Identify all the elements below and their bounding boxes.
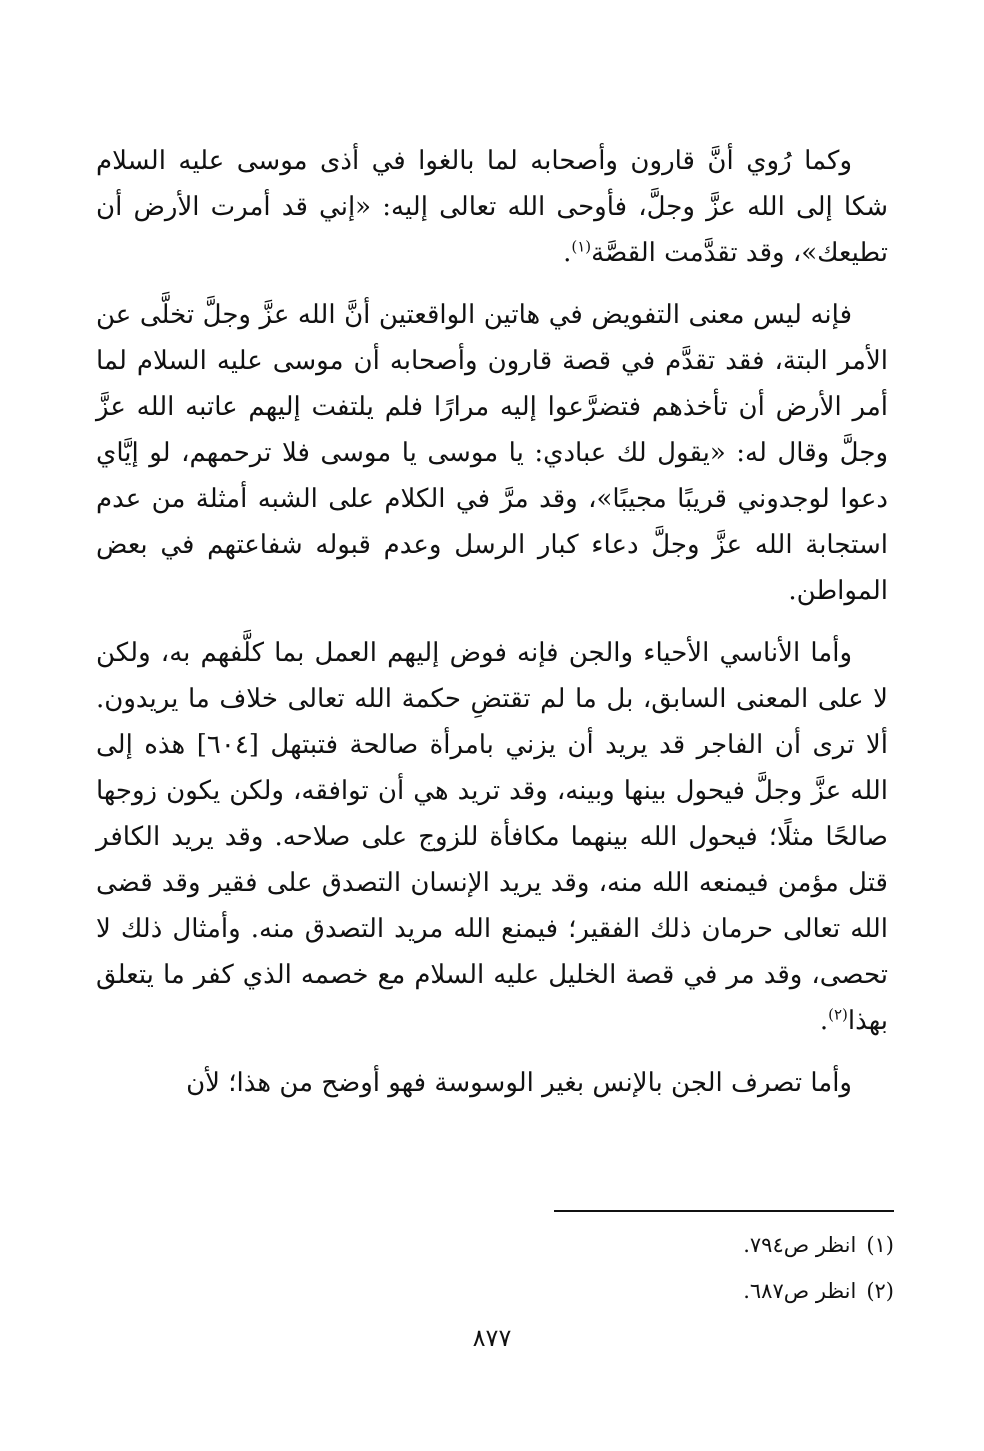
paragraph-text: وكما رُوي أنَّ قارون وأصحابه لما بالغوا في أذى موسى عليه السلام شكا إلى الله عزَّ وجلَّ، فأوحى الله تعالى إليه: «إني قد أمرت الأرض أن تطيعك»، وقد تقدَّمت القصَّة bbox=[96, 146, 888, 268]
footnote-number: (١) bbox=[866, 1233, 894, 1257]
footnote-ref-2: (٢) bbox=[828, 1005, 848, 1024]
page-number: ٨٧٧ bbox=[472, 1324, 512, 1352]
paragraph-text: فإنه ليس معنى التفويض في هاتين الواقعتين أنَّ الله عزَّ وجلَّ تخلَّى عن الأمر البتة، فقد تقدَّم في قصة قارون وأصحابه أن موسى عليه السلام لما أمر الأرض أن تأخذهم فتضرَّعوا إليه مرارًا فلم يلتفت إليهم عاتبه الله عزَّ وجلَّ وقال له: «يقول لك عبادي: يا موسى يا موسى فلا ترحمهم، لو إيَّاي دعوا لوجدوني قريبًا مجيبًا»، وقد مرَّ في الكلام على الشبه أمثلة من عدم استجابة الله عزَّ وجلَّ دعاء كبار الرسل وعدم قبوله شفاعتهم في بعض المواطن. bbox=[96, 300, 889, 606]
paragraph-text: وأما تصرف الجن بالإنس بغير الوسوسة فهو أوضح من هذا؛ لأن bbox=[186, 1068, 852, 1098]
footnotes bbox=[294, 1226, 894, 1318]
paragraph-4 bbox=[96, 1060, 888, 1106]
footnote-ref-1: (١) bbox=[571, 237, 592, 256]
paragraph-1 bbox=[96, 138, 888, 276]
footnote-2 bbox=[294, 1272, 894, 1310]
paragraph-3 bbox=[96, 630, 888, 1044]
footnote-text: انظر ص٦٨٧. bbox=[743, 1279, 857, 1303]
main-text bbox=[96, 138, 888, 1122]
paragraph-2 bbox=[96, 292, 888, 614]
footnote-text: انظر ص٧٩٤. bbox=[743, 1233, 857, 1257]
footnote-1 bbox=[294, 1226, 894, 1264]
footnote-number: (٢) bbox=[866, 1279, 894, 1303]
paragraph-tail: . bbox=[563, 238, 572, 268]
paragraph-tail: . bbox=[819, 1006, 829, 1036]
footnote-divider bbox=[554, 1210, 894, 1212]
paragraph-text: وأما الأناسي الأحياء والجن فإنه فوض إليهم العمل بما كلَّفهم به، ولكن لا على المعنى السابق، بل ما لم تقتضِ حكمة الله تعالى خلاف ما يريدون. ألا ترى أن الفاجر قد يريد أن يزني بامرأة صالحة فتبتهل [٦٠٤] هذه إلى الله عزَّ وجلَّ فيحول بينها وبينه، وقد تريد هي أن توافقه، ولكن يكون زوجها صالحًا مثلًا؛ فيحول الله بينهما مكافأة للزوج على صلاحه. وقد يريد الكافر قتل مؤمن فيمنعه الله منه، وقد يريد الإنسان التصدق على فقير وقد قضى الله تعالى حرمان ذلك الفقير؛ فيمنع الله مريد التصدق منه. وأمثال ذلك لا تحصى، وقد مر في قصة الخليل عليه السلام مع خصمه الذي كفر ما يتعلق بهذا bbox=[96, 638, 888, 1036]
